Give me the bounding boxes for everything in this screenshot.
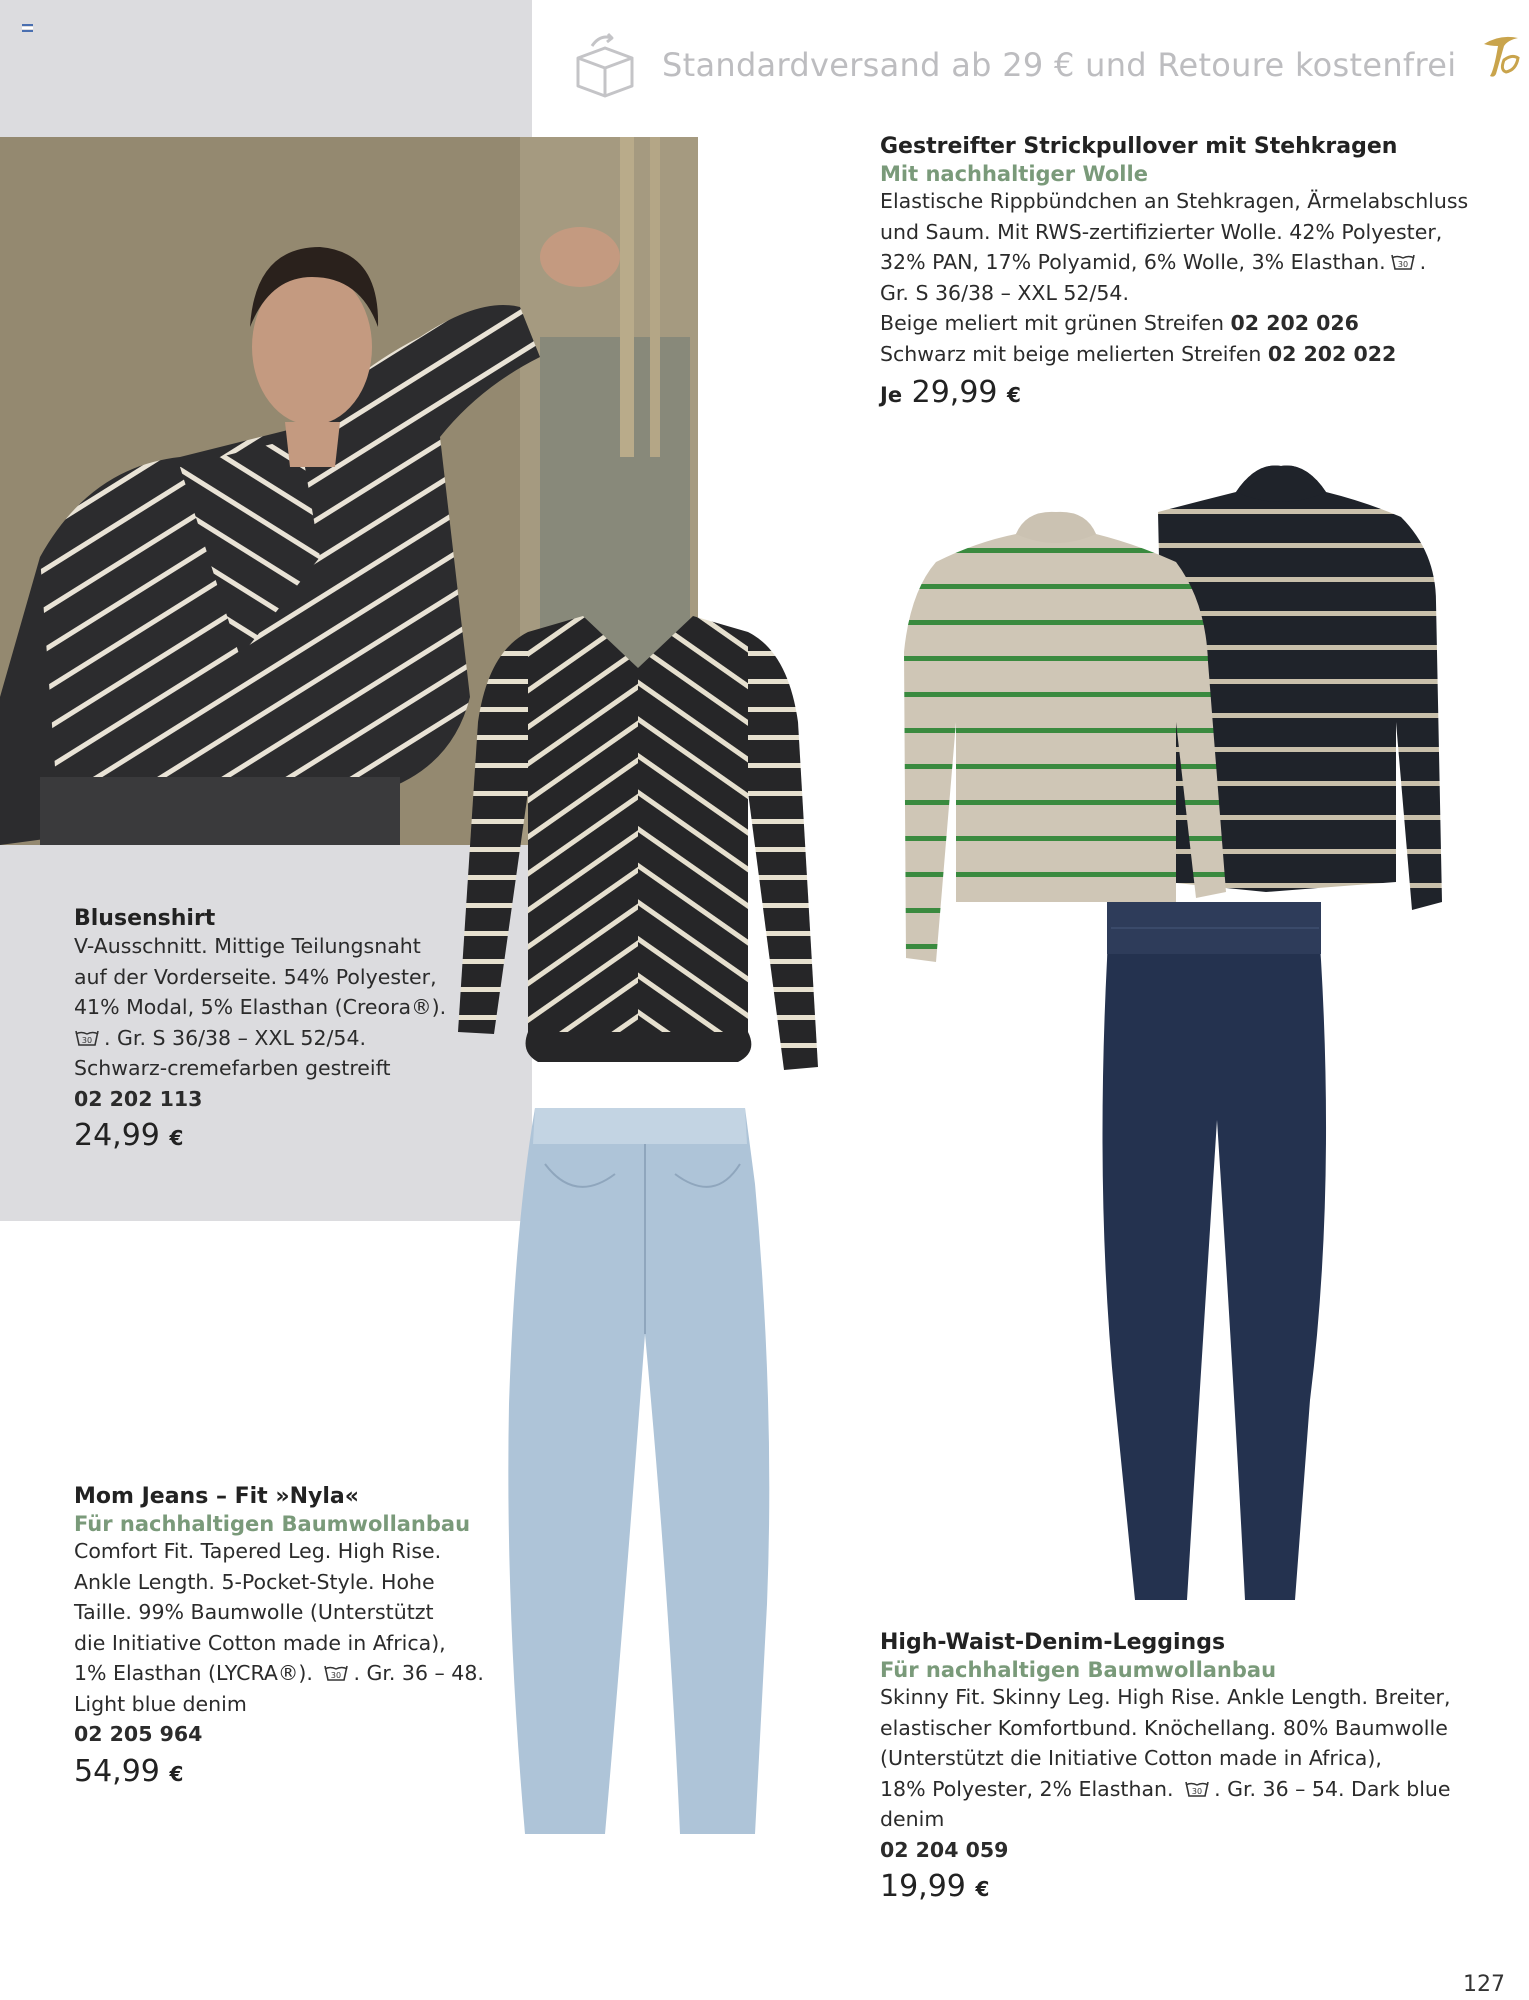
wash-30-icon: [1184, 1779, 1210, 1799]
mom-jeans-price: [74, 1754, 494, 1789]
blusenshirt-title: Blusenshirt: [74, 906, 216, 931]
leggings-code: 02 204 059: [880, 1837, 1009, 1862]
pullover-desc-2: und Saum. Mit RWS-zertifizierter Wolle. 42% Polyester,: [880, 219, 1443, 244]
blusenshirt-price: [74, 1118, 474, 1153]
shipping-text: Standardversand ab 29 € und Retoure kostenfrei: [662, 46, 1457, 84]
mom-jeans-desc-4: die Initiative Cotton made in Africa),: [74, 1630, 446, 1655]
wash-30-icon: [323, 1663, 349, 1683]
mom-jeans-color: Light blue denim: [74, 1691, 247, 1716]
header-grey-panel: [0, 0, 532, 137]
leggings-desc-2: elastischer Komfortbund. Knöchellang. 80% Baumwolle: [880, 1715, 1448, 1740]
tchibo-logo-icon: [1478, 30, 1522, 80]
leggings-info: [880, 1630, 1500, 1904]
pullover-subtitle: Mit nachhaltiger Wolle: [880, 162, 1148, 186]
pullover-variant-1: [880, 308, 1500, 339]
blusenshirt-code: 02 202 113: [74, 1086, 203, 1111]
leggings-price: [880, 1869, 1500, 1904]
mom-jeans-desc-1: Comfort Fit. Tapered Leg. High Rise.: [74, 1539, 442, 1563]
blusenshirt-color: Schwarz-cremefarben gestreift: [74, 1056, 391, 1080]
leggings-desc-4a: 18% Polyester, 2% Elasthan.: [880, 1776, 1174, 1801]
blusenshirt-price-value: 24,99: [74, 1118, 160, 1153]
pullover-variant-2: [880, 339, 1500, 370]
leggings-desc-5: denim: [880, 1807, 945, 1831]
pullover-title: Gestreifter Strickpullover mit Stehkragen: [880, 134, 1398, 159]
pullover-price-currency: €: [1007, 383, 1021, 407]
leggings-desc-1: Skinny Fit. Skinny Leg. High Rise. Ankle Length. Breiter,: [880, 1685, 1451, 1709]
mom-jeans-desc-5a: 1% Elasthan (LYCRA®).: [74, 1661, 313, 1685]
page-number: 127: [1463, 1972, 1505, 1997]
wash-temp: 30: [1397, 260, 1408, 269]
pullover-price: [880, 375, 1500, 410]
leggings-price-currency: €: [975, 1877, 990, 1901]
package-return-icon: [570, 32, 640, 98]
mom-jeans-code: 02 205 964: [74, 1722, 203, 1746]
leggings-product-image: [1095, 900, 1335, 1600]
shipping-banner: [570, 30, 1456, 100]
blusenshirt-desc-3: 41% Modal, 5% Elasthan (Creora®).: [74, 995, 447, 1019]
wash-30-icon: [74, 1028, 100, 1048]
pullover-product-image: [896, 462, 1442, 962]
mom-jeans-product-image: [505, 1104, 785, 1840]
blusenshirt-desc-1: V-Ausschnitt. Mittige Teilungsnaht: [74, 934, 421, 958]
flag-icon: [22, 24, 33, 32]
pullover-desc-3-end: .: [1419, 250, 1427, 274]
leggings-desc-3: (Unterstützt die Initiative Cotton made in Africa),: [880, 1746, 1382, 1770]
blusenshirt-price-currency: €: [169, 1126, 184, 1150]
wash-temp: 30: [81, 1035, 93, 1045]
pullover-info: [880, 134, 1500, 410]
pullover-variant-1-code: 02 202 026: [1230, 311, 1359, 335]
mom-jeans-desc-5b: . Gr. 36 – 48.: [353, 1661, 484, 1685]
pullover-sizes: Gr. S 36/38 – XXL 52/54.: [880, 280, 1129, 305]
blusenshirt-sizes-line: [74, 1023, 474, 1054]
pullover-price-value: 29,99: [911, 375, 998, 410]
blusenshirt-info: [74, 906, 474, 1153]
blusenshirt-sizes: . Gr. S 36/38 – XXL 52/54.: [104, 1025, 367, 1050]
mom-jeans-title: Mom Jeans – Fit »Nyla«: [74, 1484, 359, 1509]
pullover-desc-3-line: [880, 247, 1500, 278]
pullover-desc-1: Elastische Rippbündchen an Stehkragen, Ärmelabschluss: [880, 189, 1469, 213]
mom-jeans-info: [74, 1484, 494, 1789]
leggings-desc-4-line: [880, 1774, 1500, 1805]
wash-temp: 30: [1191, 1786, 1203, 1796]
leggings-desc-4b: . Gr. 36 – 54. Dark blue: [1214, 1776, 1451, 1801]
mom-jeans-desc-2: Ankle Length. 5-Pocket-Style. Hohe: [74, 1569, 435, 1594]
pullover-variant-1-label: Beige meliert mit grünen Streifen: [880, 311, 1225, 335]
leggings-title: High-Waist-Denim-Leggings: [880, 1630, 1226, 1655]
leggings-price-value: 19,99: [880, 1869, 966, 1904]
mom-jeans-desc-5-line: [74, 1658, 494, 1689]
pullover-variant-2-label: Schwarz mit beige melierten Streifen: [880, 341, 1262, 366]
pullover-desc-3: 32% PAN, 17% Polyamid, 6% Wolle, 3% Elasthan.: [880, 250, 1386, 274]
pullover-variant-2-code: 02 202 022: [1267, 341, 1397, 366]
pullover-price-prefix: Je: [880, 383, 903, 407]
blusenshirt-product-image: [458, 612, 818, 1074]
mom-jeans-subtitle: Für nachhaltigen Baumwollanbau: [74, 1512, 471, 1536]
mom-jeans-price-currency: €: [169, 1761, 184, 1786]
wash-temp: 30: [331, 1671, 342, 1680]
mom-jeans-price-value: 54,99: [74, 1753, 160, 1789]
leggings-subtitle: Für nachhaltigen Baumwollanbau: [880, 1658, 1277, 1682]
mom-jeans-desc-3: Taille. 99% Baumwolle (Unterstützt: [74, 1600, 434, 1624]
wash-30-icon: [1390, 252, 1416, 272]
blusenshirt-desc-2: auf der Vorderseite. 54% Polyester,: [74, 964, 437, 989]
